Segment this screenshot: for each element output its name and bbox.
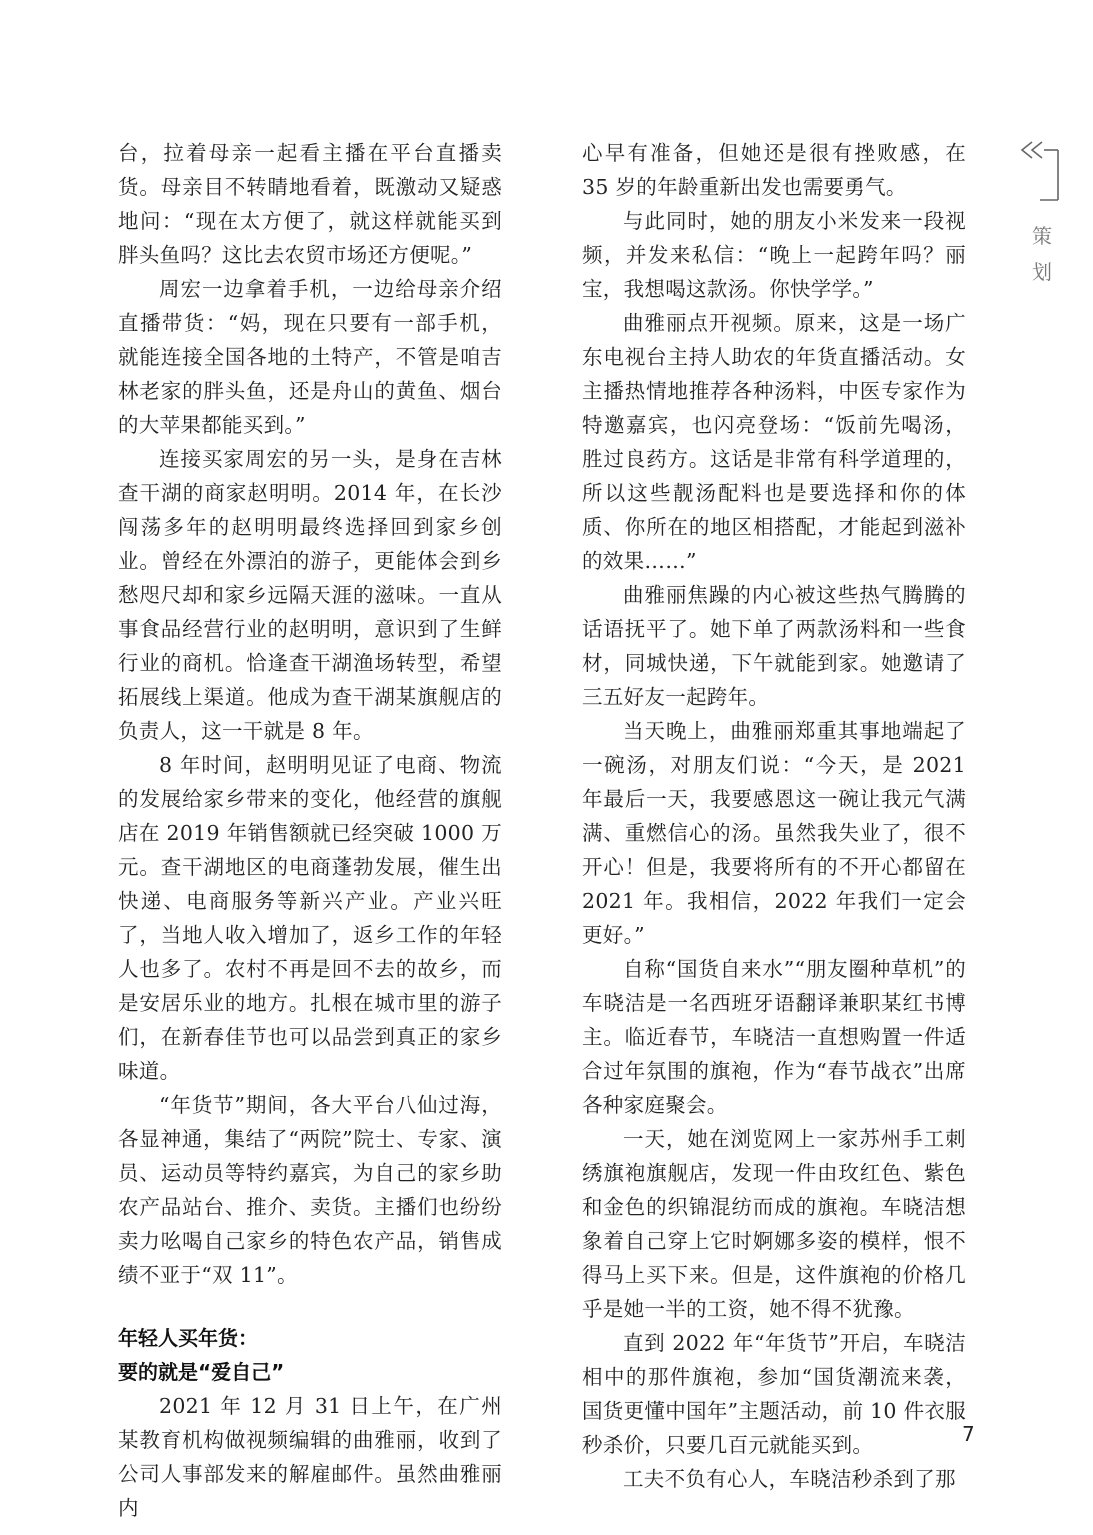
left-paragraph-2: 周宏一边拿着手机，一边给母亲介绍直播带货：“妈，现在只要有一部手机，就能连接全国各地的土特产，不管是咱吉林老家的胖头鱼，还是舟山的黄鱼、烟台的大苹果都能买到。” [118,277,502,437]
left-column [118,136,502,1525]
left-paragraph-4: 8 年时间，赵明明见证了电商、物流的发展给家乡带来的变化，他经营的旗舰店在 2019 年销售额就已经突破 1000 万元。查干湖地区的电商蓬勃发展，催生出快递、电商服务等新兴产业。产业兴旺了，当地人收入增加了，返乡工作的年轻人也多了。农村不再是回不去的故乡，而是安居乐业的地方。扎根在城市里的游子们，在新春佳节也可以品尝到真正的家乡味道。 [118,753,502,1083]
section-heading-line-1: 年轻人买年货： [118,1326,258,1350]
right-paragraph-6: 自称“国货自来水”“朋友圈种草机”的车晓洁是一名西班牙语翻译兼职某红书博主。临近春节，车晓洁一直想购置一件适合过年氛围的旗袍，作为“春节战衣”出席各种家庭聚会。 [582,957,966,1117]
section-heading-line-2: 要的就是“爱自己” [118,1360,285,1384]
right-paragraph-9: 工夫不负有心人，车晓洁秒杀到了那 [623,1467,956,1491]
right-paragraph-8: 直到 2022 年“年货节”开启，车晓洁相中的那件旗袍，参加“国货潮流来袭，国货更懂中国年”主题活动，前 10 件衣服秒杀价，只要几百元就能买到。 [582,1331,966,1457]
left-paragraph-3: 连接买家周宏的另一头，是身在吉林查干湖的商家赵明明。2014 年，在长沙闯荡多年的赵明明最终选择回到家乡创业。曾经在外漂泊的游子，更能体会到乡愁咫尺却和家乡远隔天涯的滋味。一直从事食品经营行业的赵明明，意识到了生鲜行业的商机。恰逢查干湖渔场转型，希望拓展线上渠道。他成为查干湖某旗舰店的负责人，这一干就是 8 年。 [118,447,502,743]
right-paragraph-5: 当天晚上，曲雅丽郑重其事地端起了一碗汤，对朋友们说：“今天，是 2021 年最后一天，我要感恩这一碗让我元气满满、重燃信心的汤。虽然我失业了，很不开心！但是，我要将所有的不开心都留在 2021 年。我相信，2022 年我们一定会更好。” [582,719,966,947]
right-paragraph-4: 曲雅丽焦躁的内心被这些热气腾腾的话语抚平了。她下单了两款汤料和一些食材，同城快递，下午就能到家。她邀请了三五好友一起跨年。 [582,583,966,709]
right-paragraph-1: 心早有准备，但她还是很有挫败感，在 35 岁的年龄重新出发也需要勇气。 [582,141,966,199]
chevron-bracket-icon [1018,136,1062,206]
section-tag [1018,136,1062,316]
right-paragraph-2: 与此同时，她的朋友小米发来一段视频，并发来私信：“晚上一起跨年吗？丽宝，我想喝这款汤。你快学学。” [582,209,966,301]
left-paragraph-5: “年货节”期间，各大平台八仙过海，各显神通，集结了“两院”院士、专家、演员、运动员等特约嘉宾，为自己的家乡助农产品站台、推介、卖货。主播们也纷纷卖力吆喝自己家乡的特色农产品，销售成绩不亚于“双 11”。 [118,1093,502,1287]
left-paragraph-6: 2021 年 12 月 31 日上午，在广州某教育机构做视频编辑的曲雅丽，收到了公司人事部发来的解雇邮件。虽然曲雅丽内 [118,1394,502,1520]
section-tag-label [1030,218,1054,290]
right-paragraph-7: 一天，她在浏览网上一家苏州手工刺绣旗袍旗舰店，发现一件由玫红色、紫色和金色的织锦混纺而成的旗袍。车晓洁想象着自己穿上它时婀娜多姿的模样，恨不得马上买下来。但是，这件旗袍的价格几乎是她一半的工资，她不得不犹豫。 [582,1127,966,1321]
section-tag-char-1: 策 [1032,224,1052,248]
right-paragraph-3: 曲雅丽点开视频。原来，这是一场广东电视台主持人助农的年货直播活动。女主播热情地推荐各种汤料，中医专家作为特邀嘉宾，也闪亮登场：“饭前先喝汤，胜过良药方。这话是非常有科学道理的，所以这些靓汤配料也是要选择和你的体质、你所在的地区相搭配，才能起到滋补的效果……” [582,311,966,573]
page-number: 7 [962,1422,975,1446]
section-tag-char-2: 划 [1032,260,1052,284]
right-column [582,136,966,1496]
left-paragraph-1: 台，拉着母亲一起看主播在平台直播卖货。母亲目不转睛地看着，既激动又疑惑地问：“现在太方便了，就这样就能买到胖头鱼吗？这比去农贸市场还方便呢。” [118,141,502,267]
